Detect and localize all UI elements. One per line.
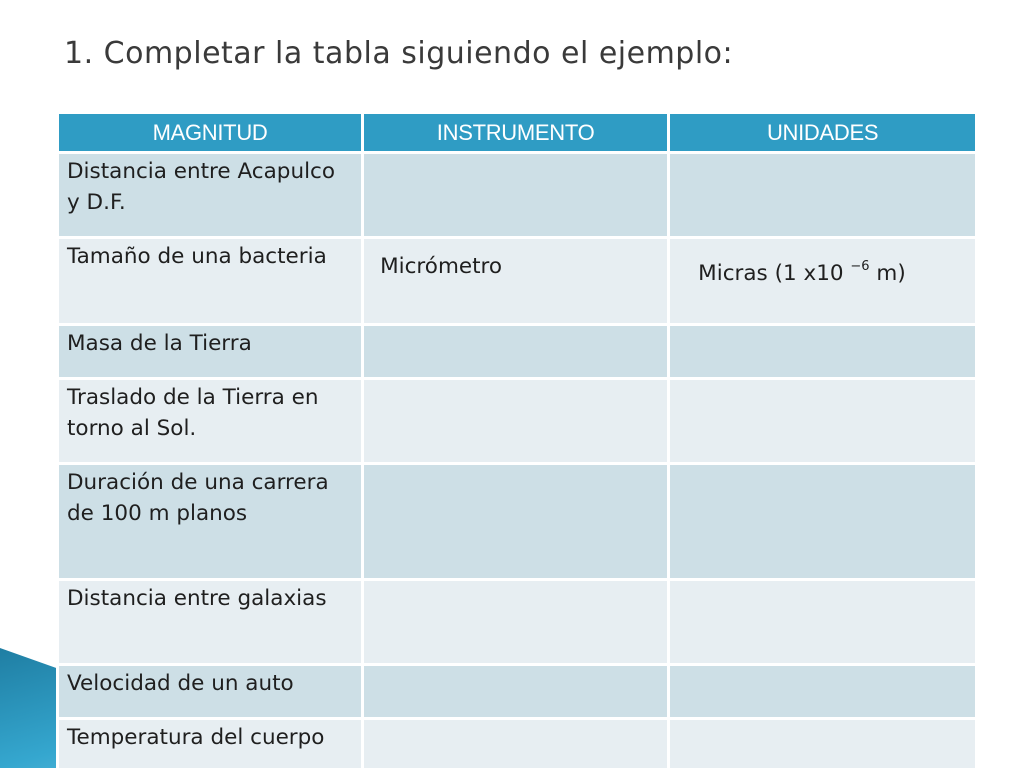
magnitud-cell: Masa de la Tierra xyxy=(59,326,361,377)
unidades-cell xyxy=(670,720,975,768)
unidades-cell xyxy=(670,154,975,236)
instrumento-cell xyxy=(364,465,667,578)
instrumento-cell xyxy=(364,720,667,768)
data-table xyxy=(56,111,978,768)
table-row xyxy=(59,465,975,578)
magnitud-cell: Distancia entre Acapulco y D.F. xyxy=(59,154,361,236)
header-magnitud: MAGNITUD xyxy=(59,114,361,151)
instrumento-cell xyxy=(364,326,667,377)
header-instrumento: INSTRUMENTO xyxy=(364,114,667,151)
table-row xyxy=(59,720,975,768)
instrumento-cell: Micrómetro xyxy=(364,239,667,323)
magnitud-cell: Duración de una carrera de 100 m planos xyxy=(59,465,361,578)
instrumento-cell xyxy=(364,154,667,236)
table-row xyxy=(59,380,975,462)
magnitud-cell: Velocidad de un auto xyxy=(59,666,361,717)
table-row xyxy=(59,666,975,717)
magnitud-cell: Distancia entre galaxias xyxy=(59,581,361,663)
unidades-exponent: −6 xyxy=(850,259,870,274)
unidades-cell xyxy=(670,581,975,663)
header-unidades: UNIDADES xyxy=(670,114,975,151)
unidades-cell xyxy=(670,380,975,462)
magnitud-cell: Temperatura del cuerpo xyxy=(59,720,361,768)
unidades-cell xyxy=(670,666,975,717)
table-row xyxy=(59,154,975,236)
instrumento-cell xyxy=(364,380,667,462)
slide-title: 1. Completar la tabla siguiendo el ejemplo: xyxy=(64,36,734,71)
unidades-cell xyxy=(670,465,975,578)
magnitud-cell: Traslado de la Tierra en torno al Sol. xyxy=(59,380,361,462)
magnitud-cell: Tamaño de una bacteria xyxy=(59,239,361,323)
table-row xyxy=(59,326,975,377)
table-header-row xyxy=(59,114,975,151)
instrumento-cell xyxy=(364,581,667,663)
table-row xyxy=(59,239,975,323)
instrumento-cell xyxy=(364,666,667,717)
unidades-cell xyxy=(670,239,975,323)
unidades-text: Micras (1 x10 xyxy=(698,261,844,287)
unidades-tail: m) xyxy=(869,261,906,287)
table-row xyxy=(59,581,975,663)
unidades-cell xyxy=(670,326,975,377)
